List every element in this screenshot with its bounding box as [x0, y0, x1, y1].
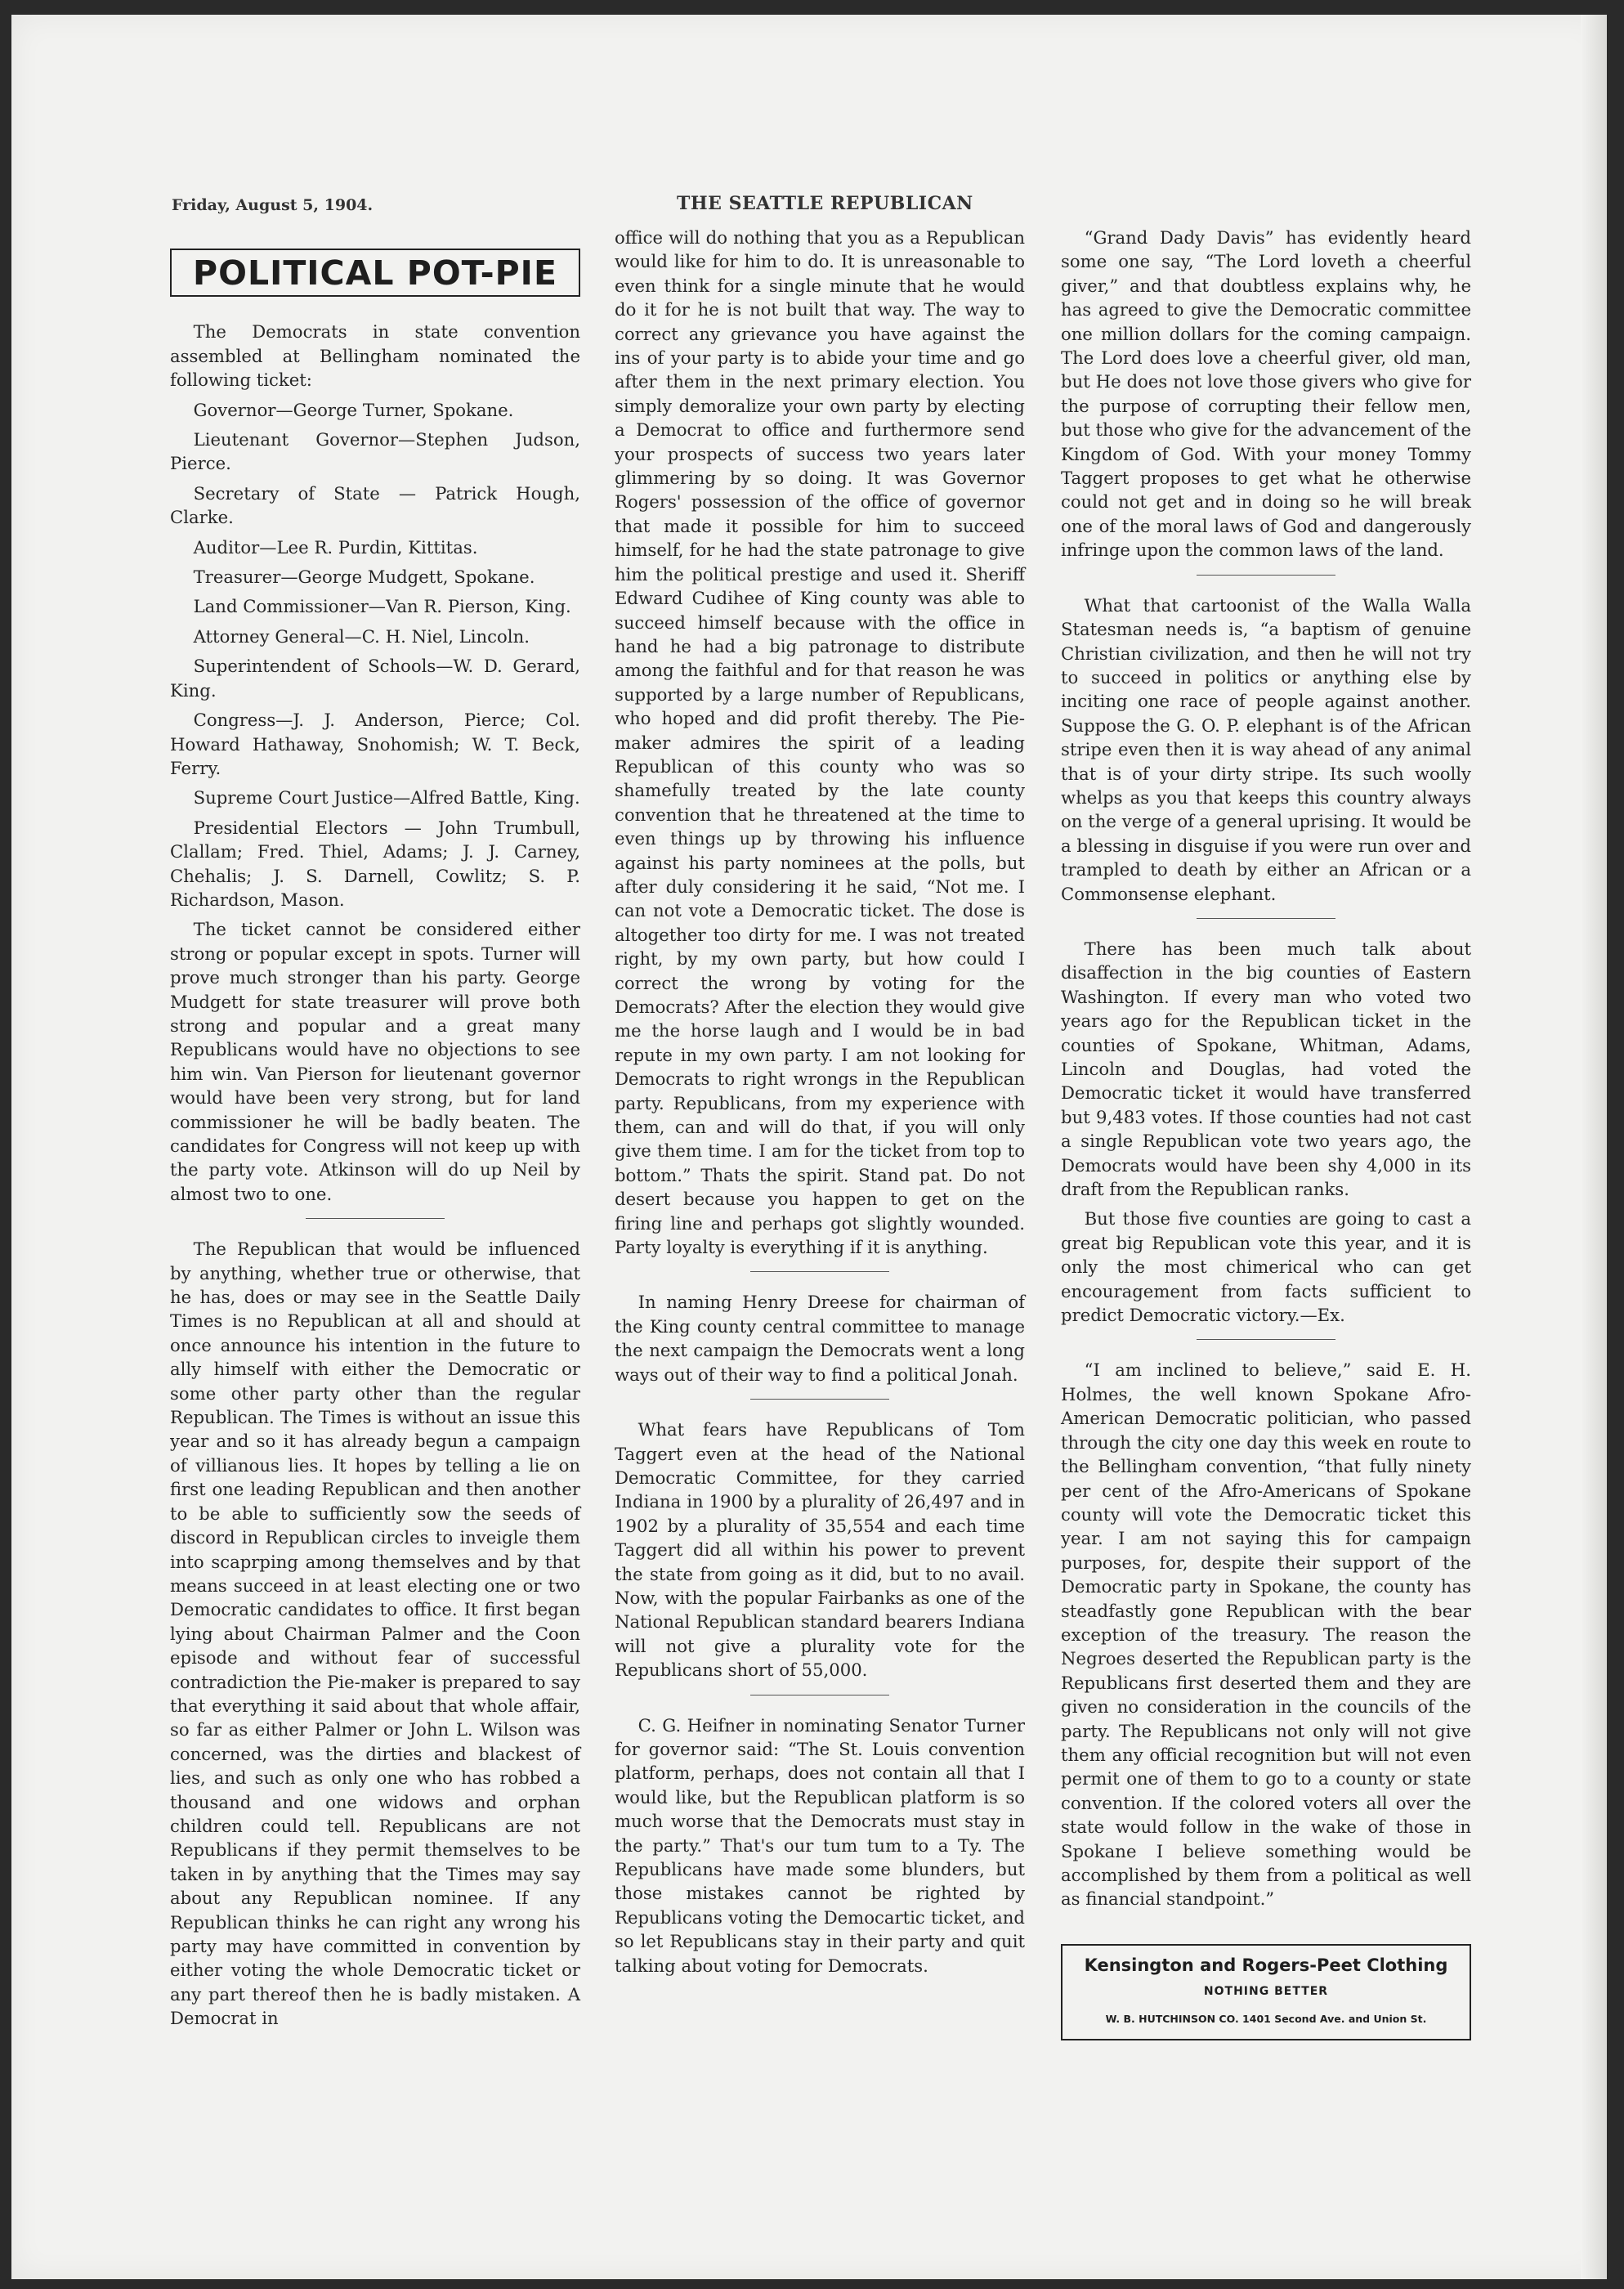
ad-tagline: NOTHING BETTER — [1203, 1985, 1329, 1999]
ticket-line: Secretary of State — Patrick Hough, Clarke. — [170, 482, 580, 528]
paragraph: But those five counties are going to cast a great big Republican vote this year, and it is only the most chimerical who can get encouragement from facts sufficient to predict Democratic victory.—Ex. — [1061, 1208, 1471, 1326]
paragraph: There has been much talk about disaffection in the big counties of Eastern Washington. If every man who voted two years ago for the Republican ticket in the counties of Spokane, Whitman, Adams, Lincoln and Douglas, had voted the Democratic ticket it would have transferred but 9,483 votes. If those counties had not cast a single Republican vote two years ago, the Democrats would have been shy 4,000 in its draft from the Republican ranks. — [1061, 938, 1471, 1200]
column-2 — [615, 226, 1025, 1983]
ticket-line: Congress—J. J. Anderson, Pierce; Col. Howard Hathaway, Snohomish; W. T. Beck, Ferry. — [170, 710, 580, 778]
column-3 — [1061, 226, 1471, 2040]
divider — [306, 1218, 445, 1219]
ticket-line: Lieutenant Governor—Stephen Judson, Pierce. — [170, 429, 580, 474]
paragraph: C. G. Heifner in nominating Senator Turner for governor said: “The St. Louis convention platform, perhaps, does not contain all that I would like, but the Republican platform is so much worse that the Democrats must stay in the party.” That's our tum tum to a Ty. The Republicans have made some blunders, but those mistakes cannot be righted by Republicans voting the Democartic ticket, and so let Republicans stay in their party and quit talking about voting for Democrats. — [615, 1714, 1025, 1976]
ad-headline: Kensington and Rogers-Peet Clothing — [1084, 1955, 1448, 1975]
ticket-line: Treasurer—George Mudgett, Spokane. — [193, 567, 535, 588]
divider — [750, 1271, 889, 1272]
paragraph: The Democrats in state convention assembled at Bellingham nominated the following ticket: — [170, 321, 580, 391]
paragraph: What that cartoonist of the Walla Walla Statesman needs is, “a baptism of genuine Christian civilization, and then he will not try to succeed in politics or anything else by inciting one race of people against another. Suppose the G. O. P. elephant is of the African stripe even then it is way ahead of any animal that is of your dirty stripe. Its such woolly whelps as you that keeps this country always on the verge of a general uprising. It would be a blessing in disguise if you were run over and trampled to death by either an African or a Commonsense elephant. — [1061, 594, 1471, 904]
ticket-line: Supreme Court Justice—Alfred Battle, King. — [193, 787, 580, 809]
divider — [1197, 1339, 1335, 1340]
divider — [750, 1399, 889, 1400]
issue-date: Friday, August 5, 1904. — [172, 196, 374, 214]
ticket-line: Superintendent of Schools—W. D. Gerard, King. — [170, 656, 580, 701]
paragraph: The Republican that would be influenced by anything, whether true or otherwise, that he has, does or may see in the Seattle Daily Times is no Republican at all and should at once announce his intention in the future to ally himself with either the Democratic or some other party other than the regular Republican. The Times is without an issue this year and so it has already begun a campaign of villianous lies. It hopes by telling a lie on first one leading Republican and then another to be able to sufficiently sow the seeds of discord in Republican circles to inveigle them into scaprping among themselves and by that means succeed in at least electing one or two Democratic candidates to office. It first began lying about Chairman Palmer and the Coon episode and without fear of successful contradiction the Pie-maker is prepared to say that everything it said about that whole affair, so far as either Palmer or John L. Wilson was concerned, was the dirties and blackest of lies, and such as only one who has robbed a thousand and one widows and orphan children could tell. Republicans are not Republicans if they permit themselves to be taken in by anything that the Times may say about any Republican nominee. If any Republican thinks he can right any wrong his party may have committed in convention by either voting the whole Democratic ticket or any part thereof then he is badly mistaken. A Democrat in — [170, 1239, 580, 2029]
paragraph: What fears have Republicans of Tom Taggert even at the head of the National Democratic Committee, for they carried Indiana in 1900 by a plurality of 26,497 and in 1902 by a plurality of 35,554 and each time Taggert did all within his power to prevent the state from going as it did, but to no avail. Now, with the popular Fairbanks as one of the National Republican standard bearers Indiana will not give a plurality vote for the Republicans short of 55,000. — [615, 1419, 1025, 1681]
ticket-line: Attorney General—C. H. Niel, Lincoln. — [193, 625, 530, 647]
paragraph: “Grand Dady Davis” has evidently heard some one say, “The Lord loveth a cheerful giver,” and that doubtless explains why, he has agreed to give the Democratic committee one million dollars for the coming campaign. The Lord does love a cheerful giver, old man, but He does not love those givers who give for the purpose of corrupting their fellow men, but those who give for the advancement of the Kingdom of God. With your money Tommy Taggert proposes to get what he otherwise could not get and in doing so he will break one of the moral laws of God and dangerously infringe upon the common laws of the land. — [1061, 227, 1471, 561]
newspaper-page — [11, 15, 1607, 2279]
ticket-line: Presidential Electors — John Trumbull, Clallam; Fred. Thiel, Adams; J. J. Carney, Chehalis; J. S. Darnell, Cowlitz; S. P. Richardson, Mason. — [170, 817, 580, 910]
ticket-line: Governor—George Turner, Spokane. — [193, 399, 514, 420]
section-banner: POLITICAL POT-PIE — [170, 249, 580, 297]
ticket-line: Auditor—Lee R. Purdin, Kittitas. — [193, 536, 478, 558]
paragraph: In naming Henry Dreese for chairman of the King county central committee to manage the next campaign the Democrats went a long ways out of their way to find a political Jonah. — [615, 1292, 1025, 1385]
ticket-line: Land Commissioner—Van R. Pierson, King. — [193, 596, 571, 617]
divider — [1197, 575, 1335, 576]
advertisement — [1061, 1944, 1471, 2040]
ad-address: W. B. HUTCHINSON CO. 1401 Second Ave. and Union St. — [1105, 2012, 1427, 2025]
masthead: THE SEATTLE REPUBLICAN — [677, 193, 973, 214]
divider — [1197, 918, 1335, 919]
paragraph: “I am inclined to believe,” said E. H. Holmes, the well known Spokane Afro-American Democratic politician, who passed through the city one day this week en route to the Bellingham convention, “that fully ninety per cent of the Afro-Americans of Spokane county will vote the Democratic ticket this year. I am not saying this for campaign purposes, for, despite their support of the Democratic party in Spokane, the county has steadfastly gone Republican with the bear exception of the treasury. The reason the Negroes deserted the Republican party is the Republicans first deserted them and they are given no consideration in the councils of the party. The Republicans not only will not give them any official recognition but will not even permit one of them to go to a county or state convention. If the colored voters all over the state would follow in the wake of those in Spokane I believe something would be accomplished by them from a political as well as financial standpoint.” — [1061, 1360, 1471, 1910]
paragraph: The ticket cannot be considered either strong or popular except in spots. Turner will prove much stronger than his party. George Mudgett for state treasurer will prove both strong and popular and a great many Republicans would have no objections to see him win. Van Pierson for lieutenant governor would have been very strong, but for land commissioner he will be badly beaten. The candidates for Congress will not keep up with the party vote. Atkinson will do up Neil by almost two to one. — [170, 919, 580, 1204]
column-1 — [170, 226, 580, 2036]
page-edge-shadow — [1581, 15, 1607, 2279]
paragraph: office will do nothing that you as a Republican would like for him to do. It is unreasonable to even think for a single minute that he would do it for he is not built that way. The way to correct any grievance you have against the ins of your party is to abide your time and go after them in the next primary election. You simply demoralize your own party by electing a Democrat to office and furthermore send your prospects of success two years later glimmering by so doing. It was Governor Rogers' possession of the office of governor that made it possible for him to succeed himself, for he had the state patronage to give him the political prestige and used it. Sheriff Edward Cudihee of King county was able to succeed himself because with the office in hand he had a big patronage to distribute among the faithful and for that reason he was supported by a large number of Republicans, who hoped and did profit thereby. The Pie-maker admires the spirit of a leading Republican of this county who was so shamefully treated by the late county convention that he threatened at the time to even things up by throwing his influence against his party nominees at the polls, but after duly considering it he said, “Not me. I can not vote a Democratic ticket. The dose is altogether too dirty for me. I was not treated right, by my own party, but how could I correct the wrong by voting for the Democrats? After the election they would give me the horse laugh and I would be in bad repute in my own party. I am not looking for Democrats to right wrongs in the Republican party. Republicans, from my experience with them, can and will do that, if you will only give them time. I am for the ticket from top to bottom.” Thats the spirit. Stand pat. Do not desert because you happen to get on the firing line and perhaps got slightly wounded. Party loyalty is everything if it is anything. — [615, 227, 1025, 1258]
